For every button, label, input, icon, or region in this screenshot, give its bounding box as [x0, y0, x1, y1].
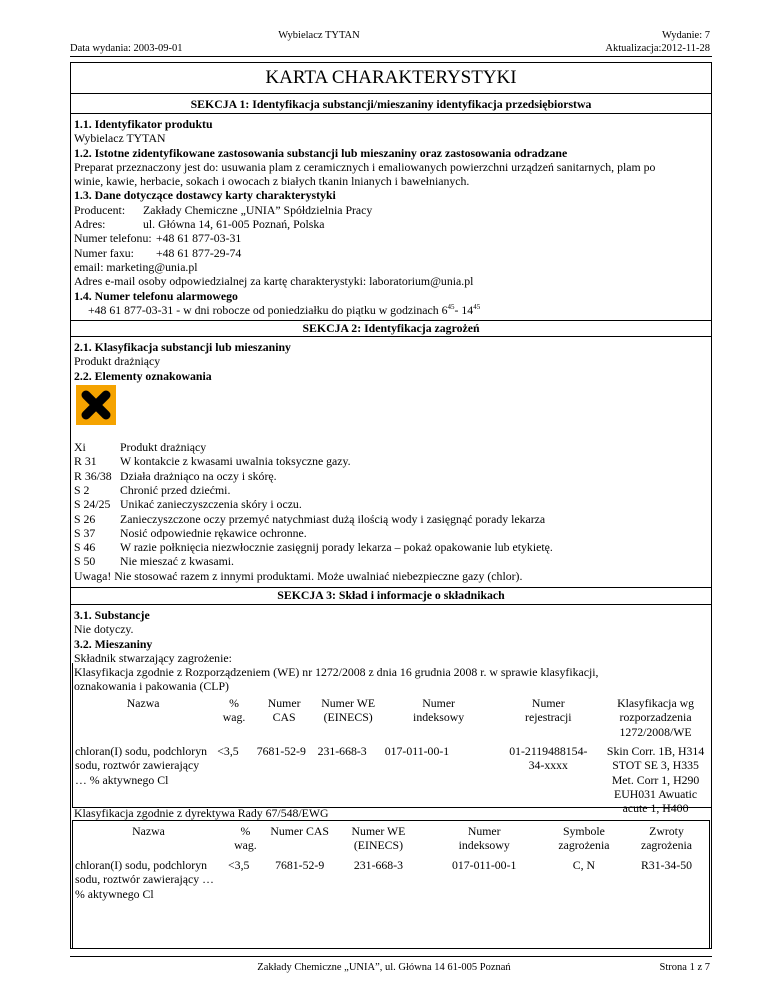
phrase-row: [70, 454, 710, 468]
cell-name: chloran(I) sodu, podchloryn sodu, roztwór zawierający … % aktywnego Cl: [75, 858, 214, 901]
classification-text: Produkt drażniący: [74, 354, 161, 369]
issue-date: Data wydania: 2003-09-01: [70, 43, 183, 54]
dsd-table-border: [72, 820, 710, 949]
xi-irritant-cross-icon: [76, 385, 116, 425]
heading-2-1: 2.1. Klasyfikacja substancji lub mieszaniny: [74, 340, 291, 354]
heading-2-2: 2.2. Elementy oznakowania: [74, 368, 212, 383]
col-header: Klasyfikacja wg rozporzadzenia 1272/2008/WE: [617, 696, 695, 739]
address-row: [74, 217, 710, 231]
phrase-row: [70, 526, 710, 540]
emergency-line: [74, 303, 710, 317]
dsd-line: Klasyfikacja zgodnie z dyrektywa Rady 67/548/EWG: [74, 806, 329, 820]
section2-body: [74, 340, 710, 383]
col-header: Zwroty zagrożenia: [640, 824, 693, 853]
heading-1-1: 1.1. Identyfikator produktu: [74, 117, 213, 131]
cell-phrases: R31-34-50: [640, 858, 693, 872]
col-header: Numer rejestracji: [525, 696, 572, 725]
emergency-sup-1: 45: [447, 302, 455, 311]
cell-registration: 01-2119488154-34-xxxx: [509, 744, 588, 773]
phrase-code: R 31: [74, 454, 97, 469]
producer-value: Zakłady Chemiczne „UNIA” Spółdzielnia Pracy: [143, 202, 373, 217]
cell-name: chloran(I) sodu, podchloryn sodu, roztwór zawierający … % aktywnego Cl: [75, 744, 208, 787]
footer-page-number: Strona 1 z 7: [659, 962, 710, 973]
cell-ec: 231-668-3: [317, 744, 367, 758]
heading-3-1: 3.1. Substancje: [74, 608, 150, 622]
phrase-text: Działa drażniąco na oczy i skórę.: [120, 468, 277, 483]
clp-line-2: oznakowania i pakowania (CLP): [74, 679, 229, 694]
fax-label: Numer faxu:: [74, 245, 134, 260]
phrase-text: Zanieczyszczone oczy przemyć natychmiast dużą ilością wody i zasięgnąć porady lekarza: [120, 511, 546, 526]
phrase-row: [70, 469, 710, 483]
cell-cas: 7681-52-9: [275, 858, 325, 872]
col-header: % wag.: [234, 824, 257, 853]
col-header: Numer indeksowy: [413, 696, 465, 725]
phone-row: [74, 231, 710, 245]
hazard-phrases-list: [70, 440, 710, 570]
section2-heading: SEKCJA 2: Identyfikacja zagrożeń: [302, 321, 480, 335]
phone-label: Numer telefonu:: [74, 231, 152, 246]
emergency-mid: - 14: [454, 302, 474, 317]
use-line-2: winie, kawie, herbacie, sokach i owocach z białych tkanin lnianych i bawełnianych.: [74, 174, 470, 189]
cell-classification: Skin Corr. 1B, H314 STOT SE 3, H335 Met. Corr 1, H290 EUH031 Awuatic acute 1, H400: [606, 744, 705, 816]
doc-title: KARTA CHARAKTERYSTYKI: [265, 67, 517, 88]
phrase-text: W razie połknięcia niezwłocznie zasięgnij porady lekarza – pokaż opakowanie lub etykietę.: [120, 540, 553, 555]
cell-index: 017-011-00-1: [451, 858, 517, 872]
phrase-text: Produkt drażniący: [120, 440, 207, 454]
fax-row: [74, 246, 710, 260]
section1-heading: SEKCJA 1: Identyfikacja substancji/mieszaniny identyfikacja przedsiębiorstwa: [190, 97, 592, 111]
phrase-text: Chronić przed dziećmi.: [120, 482, 231, 497]
update-date: Aktualizacja:2012-11-28: [605, 43, 710, 54]
use-line-1: Preparat przeznaczony jest do: usuwania plam z ceramicznych i emaliowanych powierzchni urządzeń sanitarnych, plam po: [74, 159, 656, 174]
footer-company: Zakłady Chemiczne „UNIA”, ul. Główna 14 61-005 Poznań: [257, 962, 511, 973]
cell-percent: <3,5: [217, 744, 239, 758]
col-header: % wag.: [222, 696, 246, 725]
section3-heading: SEKCJA 3: Skład i informacje o składnikach: [277, 588, 505, 602]
phrase-code: S 24/25: [74, 497, 111, 512]
phrase-text: Nosić odpowiednie rękawice ochronne.: [120, 525, 307, 540]
phrase-code: Xi: [74, 440, 86, 454]
producer-row: [74, 203, 710, 217]
address-label: Adres:: [74, 217, 106, 232]
edition: Wydanie: 7: [661, 30, 710, 41]
phrase-code: S 46: [74, 540, 96, 555]
section1-body: [74, 117, 710, 317]
phrase-row: [70, 483, 710, 497]
clp-table-border: [72, 663, 712, 808]
cell-symbols: C, N: [572, 858, 596, 872]
header-rule: [70, 56, 712, 57]
substances-text: Nie dotyczy.: [74, 622, 134, 637]
warning-text: Uwaga! Nie stosować razem z innymi produktami. Może uwalniać niebezpieczne gazy (chlor).: [74, 569, 523, 583]
component-intro: Składnik stwarzający zagrożenie:: [74, 650, 232, 665]
col-header: Numer CAS: [267, 696, 301, 725]
fax-value: +48 61 877-29-74: [156, 245, 242, 260]
email-line: email: marketing@unia.pl: [74, 259, 198, 274]
cell-percent: <3,5: [228, 858, 250, 872]
phrase-code: S 26: [74, 511, 96, 526]
phrase-code: S 2: [74, 482, 90, 497]
responsible-email-line: Adres e-mail osoby odpowiedzialnej za kartę charakterystyki: laboratorium@unia.pl: [74, 274, 474, 289]
phrase-text: W kontakcie z kwasami uwalnia toksyczne gazy.: [120, 454, 351, 469]
emergency-sup-2: 45: [473, 302, 481, 311]
col-header: Nazwa: [132, 824, 165, 838]
phrase-code: R 36/38: [74, 468, 112, 483]
col-header: Numer WE (EINECS): [351, 824, 406, 853]
phrase-row: [70, 497, 710, 511]
phrase-row: [70, 512, 710, 526]
clp-line-1: Klasyfikacja zgodnie z Rozporządzeniem (WE) nr 1272/2008 z dnia 16 grudnia 2008 r. w sprawie klasyfikacji,: [74, 665, 599, 680]
col-header: Numer indeksowy: [458, 824, 510, 853]
heading-1-2: 1.2. Istotne zidentyfikowane zastosowania substancji lub mieszaniny oraz zastosowania odradzane: [74, 145, 568, 160]
col-header: Symbole zagrożenia: [558, 824, 610, 853]
cell-cas: 7681-52-9: [256, 744, 306, 758]
footer-rule: [70, 956, 712, 957]
heading-1-3: 1.3. Dane dotyczące dostawcy karty charakterystyki: [74, 188, 336, 203]
emergency-text: +48 61 877-03-31 - w dni robocze od poniedziałku do piątku w godzinach 6: [88, 302, 448, 317]
heading-1-4: 1.4. Numer telefonu alarmowego: [74, 288, 238, 303]
product-name: Wybielacz TYTAN: [74, 131, 166, 146]
address-value: ul. Główna 14, 61-005 Poznań, Polska: [143, 217, 325, 232]
cell-ec: 231-668-3: [353, 858, 404, 872]
phone-value: +48 61 877-03-31: [156, 231, 242, 246]
phrase-code: S 50: [74, 554, 96, 569]
phrase-text: Nie mieszać z kwasami.: [120, 554, 234, 569]
phrase-code: S 37: [74, 525, 96, 540]
header-title: Wybielacz TYTAN: [278, 30, 360, 41]
col-header: Numer WE (EINECS): [321, 696, 376, 725]
col-header: Nazwa: [126, 696, 160, 710]
heading-3-2: 3.2. Mieszaniny: [74, 636, 153, 651]
producer-label: Producent:: [74, 202, 126, 217]
phrase-text: Unikać zanieczyszczenia skóry i oczu.: [120, 497, 302, 512]
phrase-row: [70, 540, 710, 554]
cell-index: 017-011-00-1: [384, 744, 450, 758]
phrase-row: [70, 554, 710, 568]
phrase-row: [70, 440, 710, 454]
col-header: Numer CAS: [270, 824, 329, 838]
